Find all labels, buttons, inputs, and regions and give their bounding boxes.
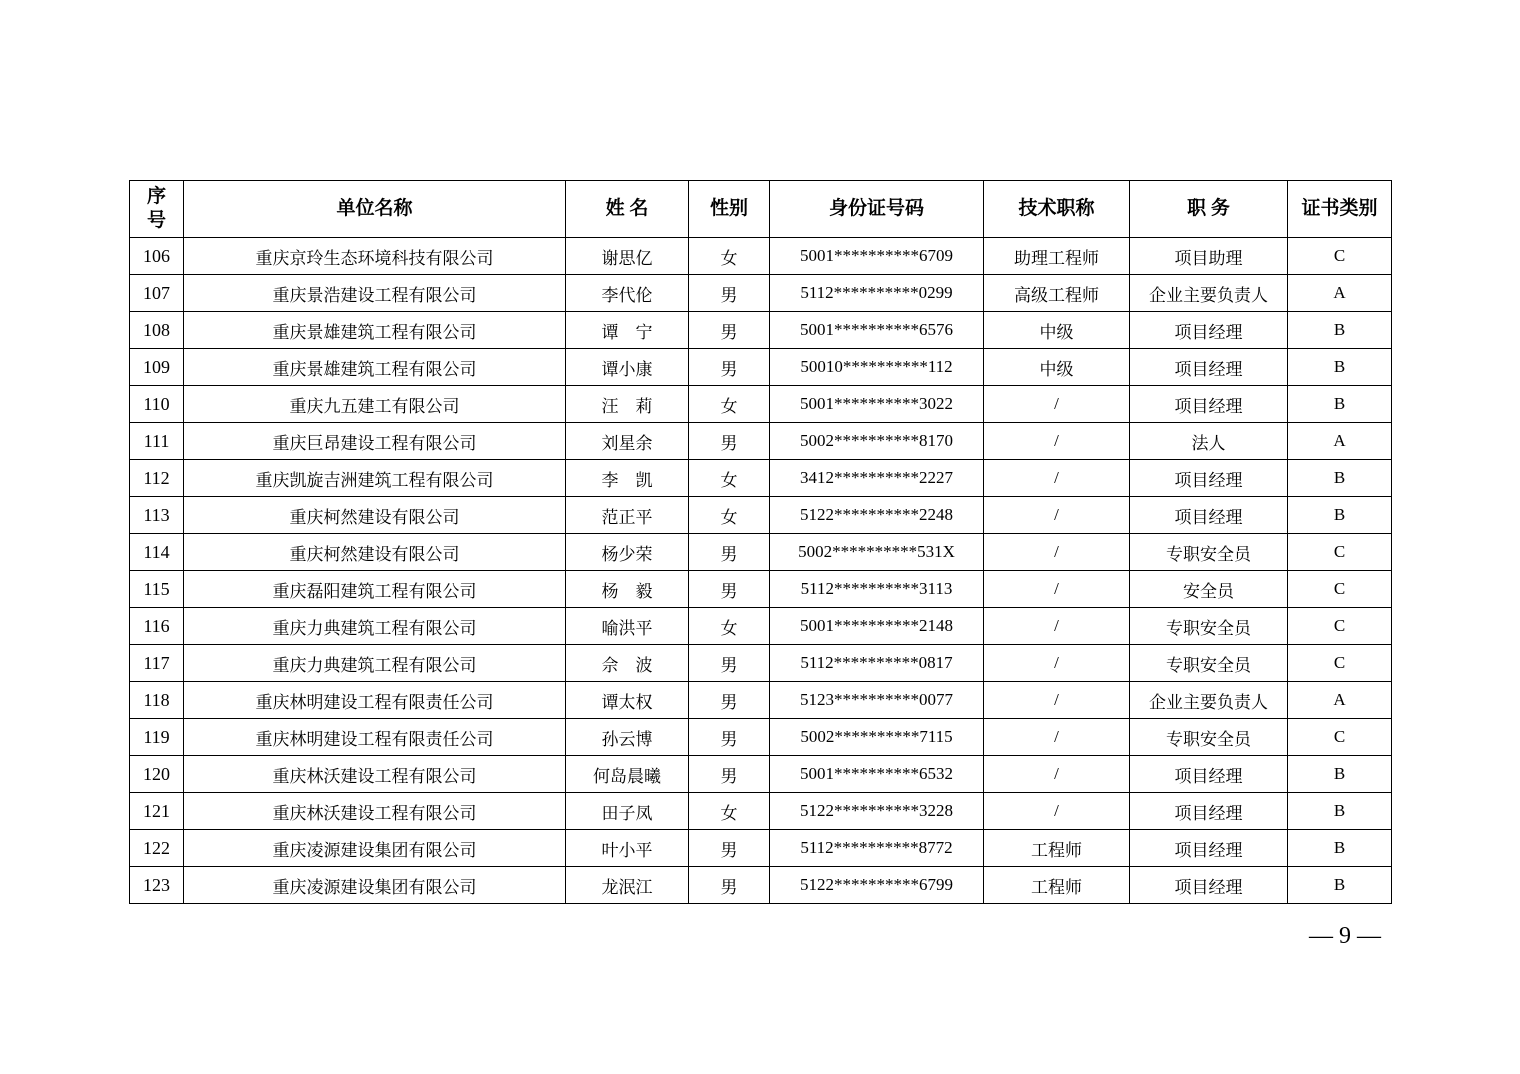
table-row — [130, 349, 1392, 386]
header-gender: 性别 — [689, 181, 770, 238]
cell-company-name: 重庆九五建工有限公司 — [184, 386, 566, 423]
cell-id-number: 5112**********0299 — [770, 275, 984, 312]
cell-name: 谭 宁 — [566, 312, 689, 349]
cell-position: 安全员 — [1130, 571, 1288, 608]
cell-name: 刘星余 — [566, 423, 689, 460]
cell-certificate-type: A — [1288, 275, 1392, 312]
table-row — [130, 756, 1392, 793]
cell-seq: 109 — [130, 349, 184, 386]
table-header-row — [130, 181, 1392, 238]
cell-position: 项目经理 — [1130, 830, 1288, 867]
cell-certificate-type: B — [1288, 312, 1392, 349]
cell-title: / — [984, 645, 1130, 682]
cell-seq: 110 — [130, 386, 184, 423]
cell-gender: 男 — [689, 312, 770, 349]
table-row — [130, 571, 1392, 608]
cell-title: / — [984, 497, 1130, 534]
cell-seq: 119 — [130, 719, 184, 756]
cell-company-name: 重庆景雄建筑工程有限公司 — [184, 312, 566, 349]
cell-position: 项目经理 — [1130, 349, 1288, 386]
cell-gender: 男 — [689, 571, 770, 608]
cell-title: 工程师 — [984, 830, 1130, 867]
cell-id-number: 5123**********0077 — [770, 682, 984, 719]
header-name: 姓 名 — [566, 181, 689, 238]
cell-name: 喻洪平 — [566, 608, 689, 645]
cell-company-name: 重庆林明建设工程有限责任公司 — [184, 719, 566, 756]
cell-company-name: 重庆巨昂建设工程有限公司 — [184, 423, 566, 460]
cell-gender: 女 — [689, 386, 770, 423]
cell-position: 企业主要负责人 — [1130, 682, 1288, 719]
cell-position: 项目经理 — [1130, 793, 1288, 830]
cell-certificate-type: B — [1288, 497, 1392, 534]
cell-name: 叶小平 — [566, 830, 689, 867]
table-row — [130, 719, 1392, 756]
cell-title: 助理工程师 — [984, 238, 1130, 275]
cell-seq: 117 — [130, 645, 184, 682]
cell-seq: 111 — [130, 423, 184, 460]
cell-title: 中级 — [984, 349, 1130, 386]
cell-certificate-type: C — [1288, 645, 1392, 682]
cell-title: / — [984, 386, 1130, 423]
cell-name: 孙云博 — [566, 719, 689, 756]
cell-seq: 112 — [130, 460, 184, 497]
cell-title: / — [984, 682, 1130, 719]
cell-position: 项目经理 — [1130, 460, 1288, 497]
cell-id-number: 5001**********6532 — [770, 756, 984, 793]
cell-gender: 男 — [689, 719, 770, 756]
cell-gender: 男 — [689, 867, 770, 904]
cell-company-name: 重庆凯旋吉洲建筑工程有限公司 — [184, 460, 566, 497]
cell-name: 李代伦 — [566, 275, 689, 312]
cell-name: 佘 波 — [566, 645, 689, 682]
cell-company-name: 重庆京玲生态环境科技有限公司 — [184, 238, 566, 275]
cell-position: 专职安全员 — [1130, 645, 1288, 682]
table-row — [130, 608, 1392, 645]
cell-id-number: 5001**********6576 — [770, 312, 984, 349]
cell-company-name: 重庆凌源建设集团有限公司 — [184, 830, 566, 867]
cell-gender: 男 — [689, 756, 770, 793]
cell-company-name: 重庆林沃建设工程有限公司 — [184, 793, 566, 830]
cell-position: 项目经理 — [1130, 867, 1288, 904]
table-row — [130, 867, 1392, 904]
table-row — [130, 682, 1392, 719]
cell-position: 专职安全员 — [1130, 534, 1288, 571]
page-number: — 9 — — [1309, 923, 1381, 949]
cell-name: 龙泯江 — [566, 867, 689, 904]
cell-company-name: 重庆磊阳建筑工程有限公司 — [184, 571, 566, 608]
cell-certificate-type: C — [1288, 571, 1392, 608]
personnel-table — [129, 180, 1392, 904]
cell-seq: 122 — [130, 830, 184, 867]
table-row — [130, 423, 1392, 460]
cell-title: / — [984, 719, 1130, 756]
cell-gender: 女 — [689, 238, 770, 275]
cell-title: / — [984, 460, 1130, 497]
cell-id-number: 5001**********3022 — [770, 386, 984, 423]
cell-gender: 男 — [689, 423, 770, 460]
header-title: 技术职称 — [984, 181, 1130, 238]
cell-title: / — [984, 756, 1130, 793]
cell-name: 谢思亿 — [566, 238, 689, 275]
cell-position: 项目经理 — [1130, 312, 1288, 349]
cell-position: 企业主要负责人 — [1130, 275, 1288, 312]
table-body — [130, 238, 1392, 904]
cell-certificate-type: B — [1288, 756, 1392, 793]
table-row — [130, 497, 1392, 534]
cell-certificate-type: C — [1288, 608, 1392, 645]
cell-title: 中级 — [984, 312, 1130, 349]
header-company-name: 单位名称 — [184, 181, 566, 238]
table-row — [130, 386, 1392, 423]
cell-name: 范正平 — [566, 497, 689, 534]
cell-gender: 女 — [689, 793, 770, 830]
header-position: 职 务 — [1130, 181, 1288, 238]
table-row — [130, 460, 1392, 497]
cell-title: / — [984, 423, 1130, 460]
cell-id-number: 5112**********8772 — [770, 830, 984, 867]
cell-certificate-type: B — [1288, 793, 1392, 830]
cell-name: 田子凤 — [566, 793, 689, 830]
cell-gender: 女 — [689, 460, 770, 497]
cell-company-name: 重庆景浩建设工程有限公司 — [184, 275, 566, 312]
cell-seq: 120 — [130, 756, 184, 793]
cell-title: 工程师 — [984, 867, 1130, 904]
cell-id-number: 5002**********7115 — [770, 719, 984, 756]
table-row — [130, 275, 1392, 312]
cell-name: 李 凯 — [566, 460, 689, 497]
cell-company-name: 重庆林沃建设工程有限公司 — [184, 756, 566, 793]
cell-position: 项目经理 — [1130, 497, 1288, 534]
cell-id-number: 5001**********6709 — [770, 238, 984, 275]
header-seq: 序 号 — [130, 181, 184, 238]
cell-company-name: 重庆林明建设工程有限责任公司 — [184, 682, 566, 719]
cell-certificate-type: B — [1288, 460, 1392, 497]
cell-certificate-type: C — [1288, 534, 1392, 571]
cell-certificate-type: B — [1288, 867, 1392, 904]
cell-id-number: 5002**********531X — [770, 534, 984, 571]
table-row — [130, 793, 1392, 830]
cell-id-number: 5112**********3113 — [770, 571, 984, 608]
cell-seq: 113 — [130, 497, 184, 534]
cell-gender: 男 — [689, 534, 770, 571]
cell-position: 法人 — [1130, 423, 1288, 460]
cell-seq: 114 — [130, 534, 184, 571]
cell-company-name: 重庆凌源建设集团有限公司 — [184, 867, 566, 904]
cell-gender: 女 — [689, 608, 770, 645]
cell-position: 项目经理 — [1130, 756, 1288, 793]
cell-company-name: 重庆力典建筑工程有限公司 — [184, 645, 566, 682]
cell-gender: 男 — [689, 275, 770, 312]
cell-seq: 123 — [130, 867, 184, 904]
cell-certificate-type: A — [1288, 423, 1392, 460]
cell-title: / — [984, 534, 1130, 571]
cell-id-number: 5001**********2148 — [770, 608, 984, 645]
cell-seq: 115 — [130, 571, 184, 608]
cell-name: 谭太权 — [566, 682, 689, 719]
cell-id-number: 5122**********3228 — [770, 793, 984, 830]
cell-company-name: 重庆柯然建设有限公司 — [184, 497, 566, 534]
cell-gender: 男 — [689, 645, 770, 682]
cell-position: 项目助理 — [1130, 238, 1288, 275]
cell-name: 杨 毅 — [566, 571, 689, 608]
cell-id-number: 5112**********0817 — [770, 645, 984, 682]
cell-certificate-type: B — [1288, 349, 1392, 386]
cell-seq: 106 — [130, 238, 184, 275]
cell-id-number: 3412**********2227 — [770, 460, 984, 497]
table-row — [130, 830, 1392, 867]
cell-title: / — [984, 608, 1130, 645]
cell-title: / — [984, 793, 1130, 830]
cell-id-number: 5122**********2248 — [770, 497, 984, 534]
cell-id-number: 5002**********8170 — [770, 423, 984, 460]
cell-gender: 男 — [689, 830, 770, 867]
table-row — [130, 645, 1392, 682]
header-id-number: 身份证号码 — [770, 181, 984, 238]
cell-name: 何岛晨曦 — [566, 756, 689, 793]
cell-certificate-type: C — [1288, 719, 1392, 756]
cell-company-name: 重庆力典建筑工程有限公司 — [184, 608, 566, 645]
cell-seq: 116 — [130, 608, 184, 645]
cell-seq: 121 — [130, 793, 184, 830]
cell-company-name: 重庆柯然建设有限公司 — [184, 534, 566, 571]
table-row — [130, 534, 1392, 571]
cell-seq: 107 — [130, 275, 184, 312]
cell-name: 汪 莉 — [566, 386, 689, 423]
cell-id-number: 50010**********112 — [770, 349, 984, 386]
cell-position: 专职安全员 — [1130, 719, 1288, 756]
cell-certificate-type: C — [1288, 238, 1392, 275]
cell-gender: 男 — [689, 682, 770, 719]
table-row — [130, 238, 1392, 275]
cell-id-number: 5122**********6799 — [770, 867, 984, 904]
cell-name: 谭小康 — [566, 349, 689, 386]
cell-seq: 118 — [130, 682, 184, 719]
cell-title: / — [984, 571, 1130, 608]
cell-gender: 女 — [689, 497, 770, 534]
cell-certificate-type: B — [1288, 830, 1392, 867]
cell-position: 项目经理 — [1130, 386, 1288, 423]
cell-position: 专职安全员 — [1130, 608, 1288, 645]
cell-seq: 108 — [130, 312, 184, 349]
table-row — [130, 312, 1392, 349]
cell-certificate-type: A — [1288, 682, 1392, 719]
cell-company-name: 重庆景雄建筑工程有限公司 — [184, 349, 566, 386]
cell-gender: 男 — [689, 349, 770, 386]
header-certificate-type: 证书类别 — [1288, 181, 1392, 238]
cell-certificate-type: B — [1288, 386, 1392, 423]
cell-title: 高级工程师 — [984, 275, 1130, 312]
cell-name: 杨少荣 — [566, 534, 689, 571]
